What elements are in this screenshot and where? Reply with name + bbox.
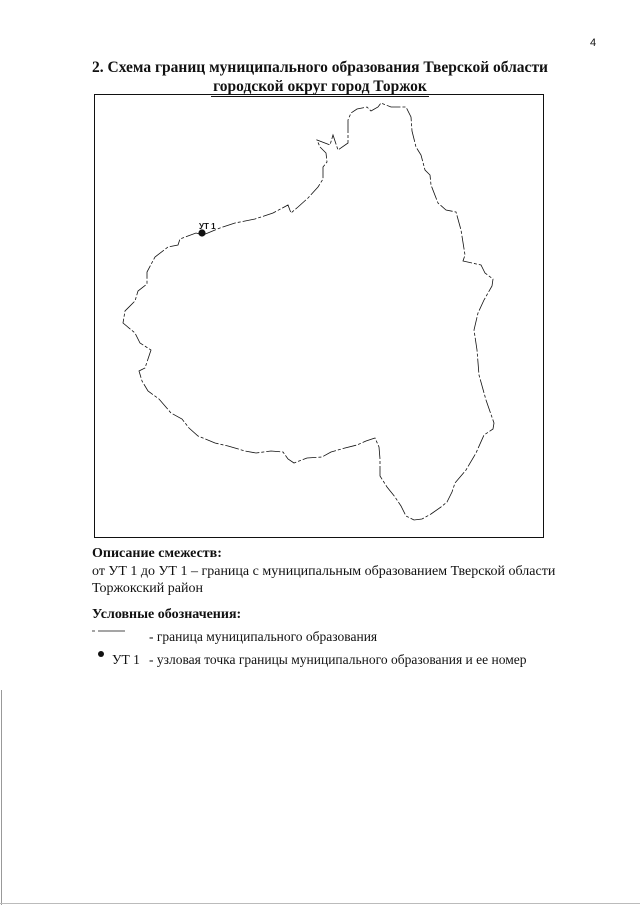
description-text: от УТ 1 до УТ 1 – граница с муниципальным образованием Тверской области Торжокский район <box>92 564 556 596</box>
node-dot-symbol <box>98 651 104 657</box>
legend-heading: Условные обозначения: <box>92 607 242 622</box>
legend-label-node: УТ 1 <box>112 652 140 667</box>
scan-edge-bottom <box>0 903 640 904</box>
legend-text-boundary: - граница муниципального образования <box>149 629 378 644</box>
title-line-1: 2. Схема границ муниципального образования Тверской области <box>92 59 548 76</box>
page-number: 4 <box>590 37 597 49</box>
boundary-line-symbol <box>92 628 152 646</box>
legend-text-node: - узловая точка границы муниципального образования и ее номер <box>149 652 527 667</box>
scan-edge-left <box>1 690 2 905</box>
legend-item-node <box>92 651 592 669</box>
title-line-2: городской округ город Торжок <box>213 78 427 95</box>
legend-item-boundary <box>92 628 592 646</box>
municipal-boundary <box>123 103 494 520</box>
node-ut1-label: УТ 1 <box>199 222 216 231</box>
boundary-map <box>95 95 543 537</box>
page-title <box>0 58 640 97</box>
map-frame <box>94 94 544 538</box>
description-heading: Описание смежеств: <box>92 546 222 561</box>
